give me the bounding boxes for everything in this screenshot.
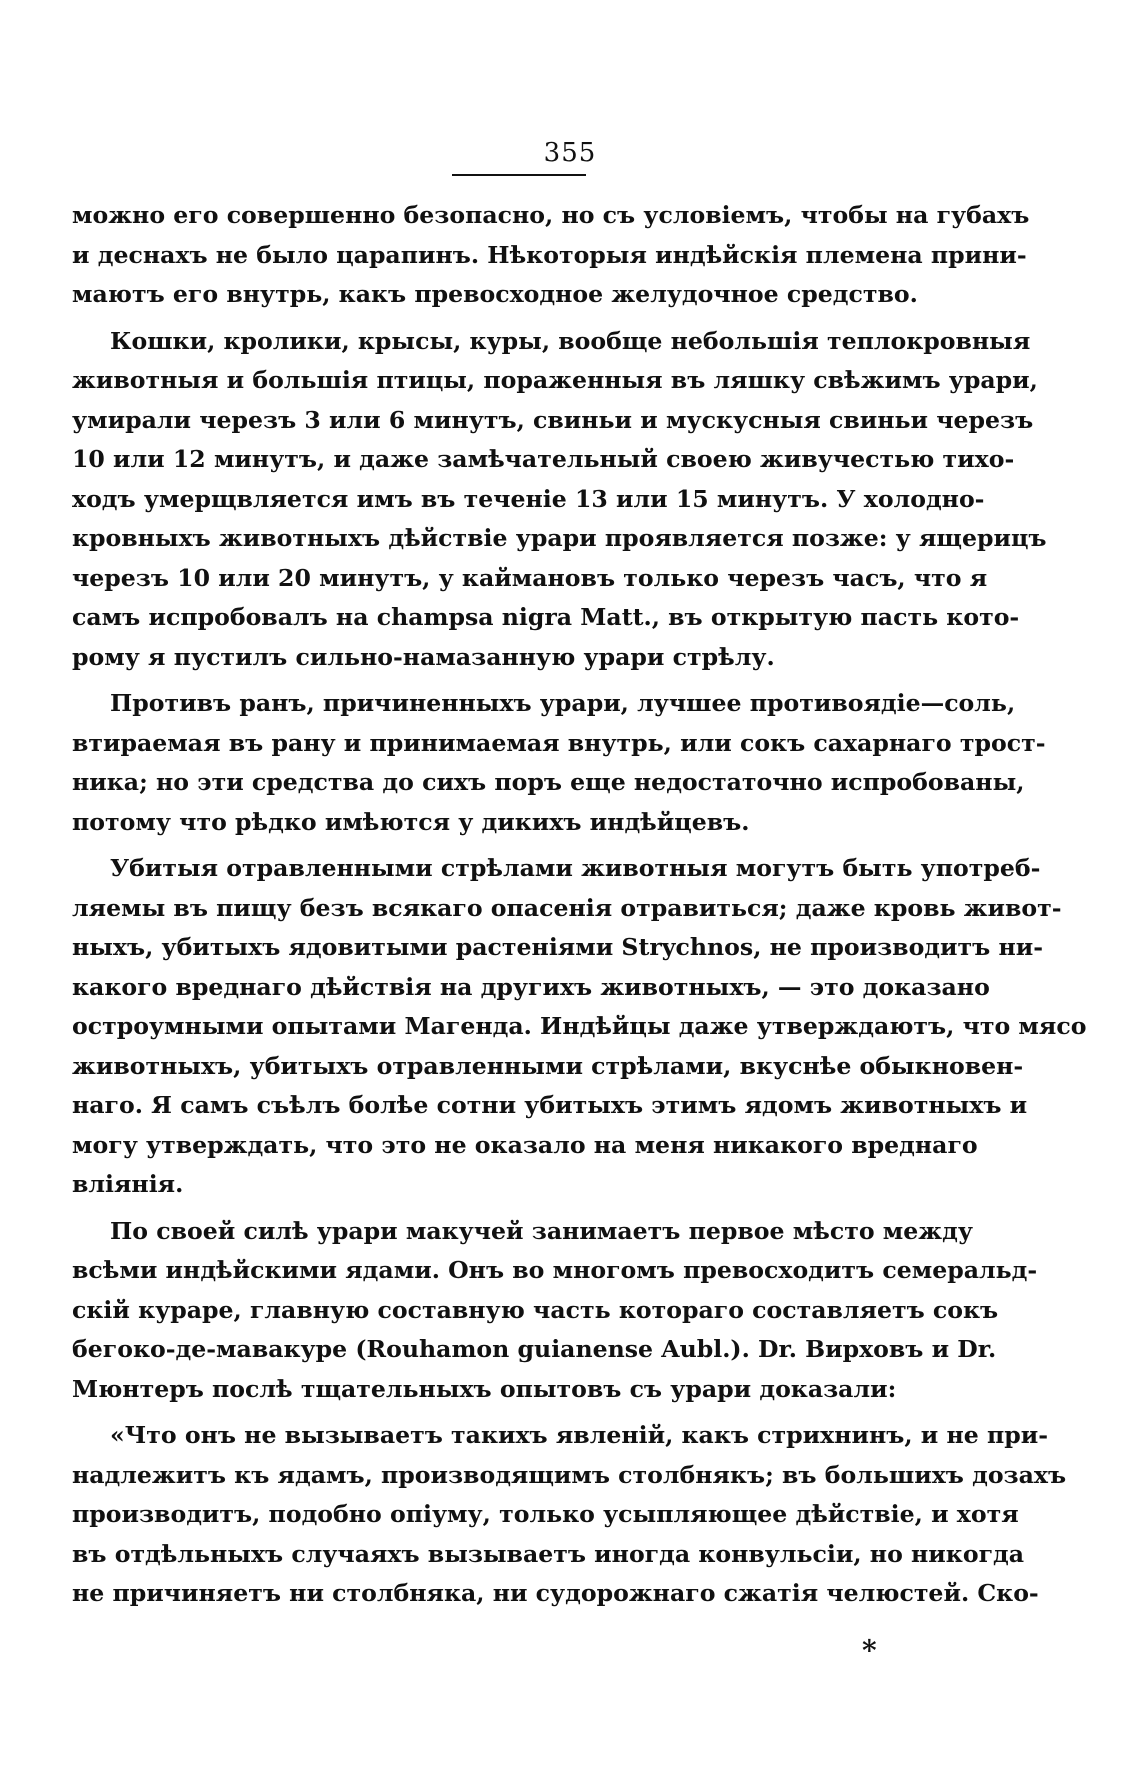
text-line: и деснахъ не было царапинъ. Нѣкоторыя индѣйскія племена прини- <box>72 240 1027 269</box>
body-text <box>72 196 1087 1614</box>
text-line: Противъ ранъ, причиненныхъ урари, лучшее противоядіе—соль, <box>110 689 1016 717</box>
text-line: животныхъ, убитыхъ отравленными стрѣлами, вкуснѣе обыкновен- <box>72 1051 1024 1080</box>
text-line: можно его совершенно безопасно, но съ условіемъ, чтобы на губахъ <box>72 201 1030 229</box>
text-line: могу утверждать, что это не оказало на меня никакого вреднаго <box>72 1130 978 1159</box>
page-number-rule <box>452 174 586 176</box>
text-line: ходъ умерщвляется имъ въ теченіе 13 или 15 минутъ. У холодно- <box>72 484 985 513</box>
text-line: По своей силѣ урари макучей занимаетъ первое мѣсто между <box>110 1216 973 1245</box>
text-line: надлежитъ къ ядамъ, производящимъ столбнякъ; въ большихъ дозахъ <box>72 1460 1067 1489</box>
footer-asterisk: * <box>862 1634 877 1667</box>
paragraph-4 <box>72 849 1087 1205</box>
text-line: какого вреднаго дѣйствія на другихъ животныхъ, — это доказано <box>72 972 990 1001</box>
page-number: 355 <box>543 138 597 168</box>
text-line: въ отдѣльныхъ случаяхъ вызываетъ иногда конвульсіи, но никогда <box>72 1539 1025 1568</box>
text-line: скій кураре, главную составную часть котораго составляетъ сокъ <box>72 1295 999 1324</box>
text-line: ныхъ, убитыхъ ядовитыми растеніями Strychnos, не производитъ ни- <box>72 933 1044 961</box>
paragraph-5 <box>72 1212 1038 1410</box>
text-line: маютъ его внутрь, какъ превосходное желудочное средство. <box>72 280 918 308</box>
text-line: бегоко-де-мавакуре (Rouhamon guianense Aubl.). Dr. Вирховъ и Dr. <box>72 1335 997 1363</box>
text-line: 10 или 12 минутъ, и даже замѣчательный своею живучестью тихо- <box>72 445 1015 473</box>
text-line: кровныхъ животныхъ дѣйствіе урари проявляется позже: у ящерицъ <box>72 524 1047 552</box>
text-line: ника; но эти средства до сихъ поръ еще недостаточно испробованы, <box>72 768 1025 796</box>
text-line: не причиняетъ ни столбняка, ни судорожнаго сжатія челюстей. Ско- <box>72 1579 1039 1607</box>
text-line: черезъ 10 или 20 минутъ, у каймановъ только черезъ часъ, что я <box>72 563 988 592</box>
text-line: Мюнтеръ послѣ тщательныхъ опытовъ съ урари доказали: <box>72 1374 897 1403</box>
paragraph-2 <box>72 322 1047 678</box>
text-line: самъ испробовалъ на champsa nigra Matt., въ открытую пасть кото- <box>72 603 1020 631</box>
text-line: наго. Я самъ съѣлъ болѣе сотни убитыхъ этимъ ядомъ животныхъ и <box>72 1091 1028 1119</box>
text-line: животныя и большія птицы, пораженныя въ ляшку свѣжимъ урари, <box>72 366 1038 394</box>
text-line: производитъ, подобно опіуму, только усыпляющее дѣйствіе, и хотя <box>72 1500 1019 1528</box>
text-line: втираемая въ рану и принимаемая внутрь, или сокъ сахарнаго трост- <box>72 728 1046 757</box>
paragraph-1 <box>72 196 1030 315</box>
text-line: ляемы въ пищу безъ всякаго опасенія отравиться; даже кровь живот- <box>72 893 1062 922</box>
text-line: Убитыя отравленными стрѣлами животныя могутъ быть употреб- <box>110 854 1041 882</box>
text-line: рому я пустилъ сильно-намазанную урари стрѣлу. <box>72 642 775 671</box>
text-line: умирали черезъ 3 или 6 минутъ, свиньи и мускусныя свиньи черезъ <box>72 405 1034 434</box>
paragraph-6 <box>72 1416 1067 1614</box>
text-line: остроумными опытами Магенда. Индѣйцы даже утверждаютъ, что мясо <box>72 1012 1087 1040</box>
text-line: «Что онъ не вызываетъ такихъ явленій, какъ стрихнинъ, и не при- <box>110 1421 1049 1449</box>
text-line: вліянія. <box>72 1170 184 1198</box>
text-line: потому что рѣдко имѣются у дикихъ индѣйцевъ. <box>72 807 750 836</box>
paragraph-3 <box>72 684 1046 842</box>
text-line: Кошки, кролики, крысы, куры, вообще небольшія теплокровныя <box>110 326 1031 355</box>
text-line: всѣми индѣйскими ядами. Онъ во многомъ превосходитъ семеральд- <box>72 1256 1038 1284</box>
